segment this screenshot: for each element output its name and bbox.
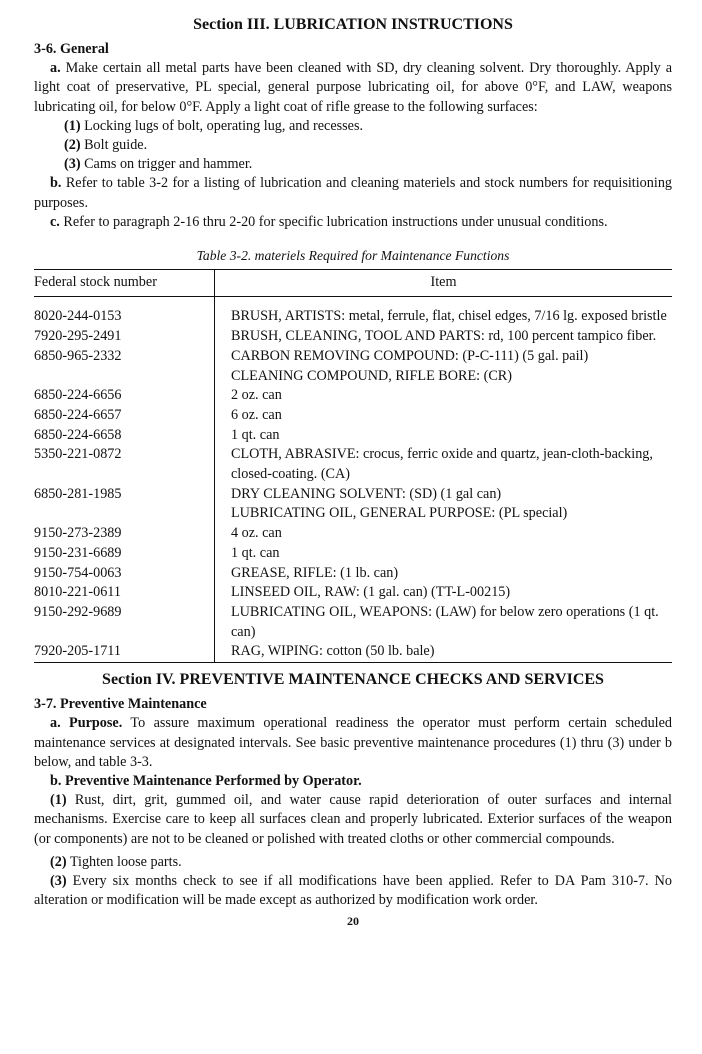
list-item [34,853,672,872]
cell-item: LUBRICATING OIL, GENERAL PURPOSE: (PL special) [215,504,673,524]
list-item-number: (3) [64,156,81,173]
table-row [34,544,672,564]
table-row [34,426,672,446]
paragraph-3-7-b-heading: b. Preventive Maintenance Performed by Operator. [50,772,362,789]
subpara-c-label: c. [50,213,60,230]
cell-item: 4 oz. can [215,524,673,544]
list-item [34,117,672,136]
subpara-a-text: To assure maximum operational readiness the operator must perform certain scheduled maintenance services at designated intervals. See basic preventive maintenance procedures (1) thru (3) under b below, and table 3-3. [34,715,672,770]
cell-item: LINSEED OIL, RAW: (1 gal. can) (TT-L-00215) [215,583,673,603]
list-item-text: Rust, dirt, grit, gummed oil, and water cause rapid deterioration of outer surfaces and internal mechanisms. Exercise care to keep all surfaces clean and properly lubricated. Exterior surfaces of the weapon (or components) are not to be cleaned or polished with treated cloths or other commercial compounds. [34,792,672,847]
cell-item: DRY CLEANING SOLVENT: (SD) (1 gal can) [215,485,673,505]
subpara-b-text: Refer to table 3-2 for a listing of lubrication and cleaning materiels and stock numbers for requisitioning purposes. [34,175,673,211]
list-item [34,155,672,174]
table-header-row [34,270,672,297]
list-item-number: (2) [64,137,81,154]
subpara-b-label: b. [50,175,62,192]
table-row [34,564,672,584]
paragraph-3-6 [34,40,672,232]
table-row [34,504,672,524]
list-item-number: (1) [64,117,81,134]
cell-stock-number: 6850-965-2332 [34,347,122,364]
cell-item: LUBRICATING OIL, WEAPONS: (LAW) for below zero operations (1 qt. can) [215,603,673,642]
paragraph-3-6-c [34,213,672,232]
table-row [34,386,672,406]
list-item-text: Cams on trigger and hammer. [84,156,253,173]
column-header-item: Item [215,270,673,297]
table-caption: Table 3-2. materiels Required for Maintenance Functions [196,248,510,264]
table-row [34,485,672,505]
table-row [34,603,672,642]
cell-stock-number [34,504,215,524]
table-row [34,327,672,347]
column-header-fsn: Federal stock number [34,270,215,297]
table-row [34,367,672,387]
cell-item: 1 qt. can [215,544,673,564]
cell-item: CLOTH, ABRASIVE: crocus, ferric oxide and quartz, jean-cloth-backing, closed-coating. (CA) [215,445,673,484]
list-item [34,872,672,910]
table-body [34,297,672,663]
table-row [34,583,672,603]
table-row [34,297,672,327]
list-item [34,136,672,155]
cell-stock-number: 9150-292-9689 [34,603,122,620]
paragraph-3-7-heading: 3-7. Preventive Maintenance [34,696,207,713]
table-row [34,524,672,544]
page-number: 20 [347,914,359,929]
cell-item: GREASE, RIFLE: (1 lb. can) [215,564,673,584]
section-4-title: Section IV. PREVENTIVE MAINTENANCE CHECKS AND SERVICES [102,671,604,689]
paragraph-3-7-a [34,714,672,772]
list-item-text: Locking lugs of bolt, operating lug, and recesses. [84,117,364,134]
cell-item: 1 qt. can [215,426,673,446]
table-row [34,642,672,662]
cell-stock-number: 6850-281-1985 [34,485,122,502]
table-row [34,445,672,484]
cell-stock-number: 6850-224-6657 [34,406,122,423]
subpara-a-label: a. [50,60,61,77]
cell-stock-number: 8010-221-0611 [34,584,121,601]
paragraph-3-6-b [34,174,672,212]
paragraph-3-6-a [34,59,672,117]
cell-item: RAG, WIPING: cotton (50 lb. bale) [215,642,673,662]
subpara-c-text: Refer to paragraph 2-16 thru 2-20 for specific lubrication instructions under unusual conditions. [63,213,608,230]
list-item-number: (3) [50,872,67,889]
list-item-text: Tighten loose parts. [69,853,182,870]
list-item-text: Every six months check to see if all modifications have been applied. Refer to DA Pam 310-7. No alteration or modification will be made except as authorized by modification work order. [34,872,673,909]
cell-item: 2 oz. can [215,386,673,406]
table-row [34,347,672,367]
section-3-title: Section III. LUBRICATION INSTRUCTIONS [193,16,513,33]
list-item [34,791,672,849]
list-item-text: Bolt guide. [84,137,148,154]
materiels-table [34,269,672,663]
list-item-number: (2) [50,853,67,870]
cell-item: CLEANING COMPOUND, RIFLE BORE: (CR) [215,367,673,387]
subpara-a-text: Make certain all metal parts have been cleaned with SD, dry cleaning solvent. Dry thoroughly. Apply a light coat of preservative, PL special, general purpose lubricating oil, for above 0°F, and LAW, weapons lubricating oil, for below 0°F. Apply a light coat of rifle grease to the following surfaces: [34,60,673,115]
table-row [34,406,672,426]
cell-stock-number: 7920-295-2491 [34,328,122,345]
cell-stock-number: 9150-754-0063 [34,564,122,581]
cell-item: BRUSH, CLEANING, TOOL AND PARTS: rd, 100 percent tampico fiber. [215,327,673,347]
cell-stock-number: 7920-205-1711 [34,642,215,662]
list-item-number: (1) [50,792,67,809]
cell-stock-number [34,367,215,387]
cell-stock-number: 5350-221-0872 [34,446,122,463]
cell-item: BRUSH, ARTISTS: metal, ferrule, flat, chisel edges, 7/16 lg. exposed bristle [215,297,673,327]
cell-stock-number: 9150-231-6689 [34,544,122,561]
cell-item: 6 oz. can [215,406,673,426]
paragraph-3-7 [34,695,672,910]
cell-stock-number: 8020-244-0153 [34,308,122,325]
cell-stock-number: 9150-273-2389 [34,525,122,542]
cell-item: CARBON REMOVING COMPOUND: (P-C-111) (5 gal. pail) [215,347,673,367]
paragraph-3-6-heading: 3-6. General [34,41,109,57]
subpara-a-label: a. Purpose. [50,715,123,732]
cell-stock-number: 6850-224-6658 [34,426,122,443]
cell-stock-number: 6850-224-6656 [34,387,122,404]
